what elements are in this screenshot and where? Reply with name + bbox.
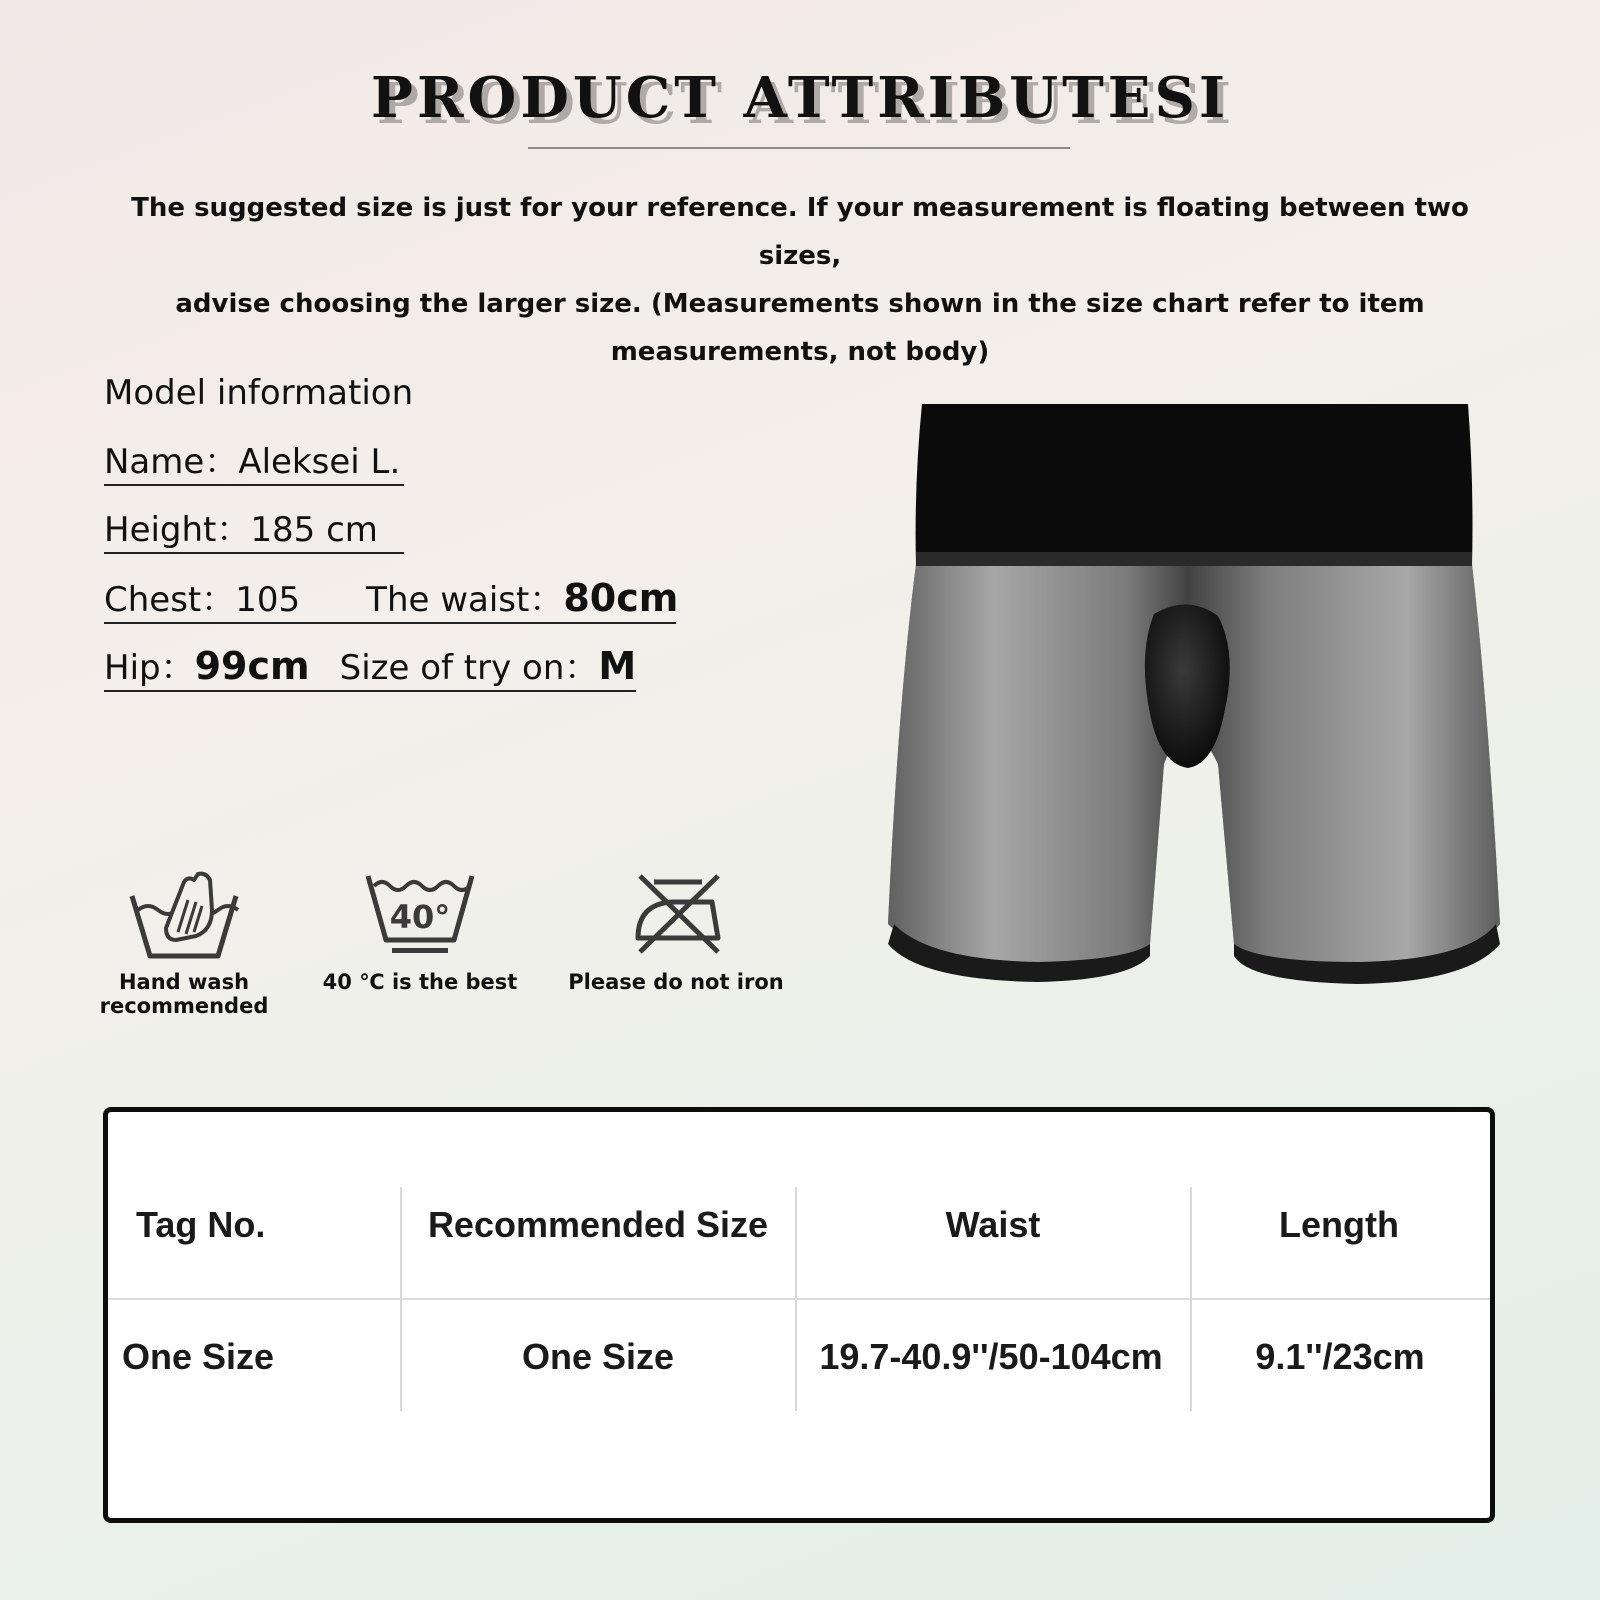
model-height-line bbox=[104, 508, 404, 554]
care-hand-wash bbox=[96, 870, 272, 1018]
model-hip-label: Hip： bbox=[104, 648, 195, 688]
hand-wash-label-line-1: Hand wash bbox=[118, 970, 250, 994]
wash-40-degrees-icon bbox=[362, 870, 478, 960]
model-chest-value: 105 bbox=[235, 580, 301, 620]
row-length: 9.1''/23cm bbox=[1255, 1336, 1425, 1377]
model-name-label: Name： bbox=[104, 442, 239, 482]
header-recommended-size: Recommended Size bbox=[427, 1204, 769, 1245]
care-temperature bbox=[320, 870, 520, 994]
model-height-value: 185 cm bbox=[250, 510, 378, 550]
row-waist: 19.7-40.9''/50-104cm bbox=[819, 1336, 1163, 1377]
page-title: PRODUCT ATTRIBUTESI bbox=[370, 65, 1230, 131]
model-height-label: Height： bbox=[104, 510, 251, 550]
size-note bbox=[120, 184, 1480, 376]
title-underline bbox=[528, 147, 1070, 149]
size-note-line-2: advise choosing the larger size. (Measurements shown in the size chart refer to item bbox=[175, 289, 1425, 319]
model-name-line bbox=[104, 440, 404, 486]
product-boxer-shorts-image bbox=[888, 404, 1502, 988]
header-waist: Waist bbox=[945, 1204, 1041, 1245]
model-chest-waist-line bbox=[104, 576, 679, 624]
size-chart-table bbox=[103, 1107, 1495, 1523]
row-tag-no: One Size bbox=[122, 1336, 275, 1377]
hand-wash-icon bbox=[126, 870, 242, 960]
title-area bbox=[0, 64, 1600, 132]
model-info-heading: Model information bbox=[104, 373, 414, 413]
hand-wash-label-line-2: recommended bbox=[99, 994, 269, 1018]
header-length: Length bbox=[1279, 1204, 1399, 1245]
do-not-iron-icon bbox=[618, 870, 734, 960]
temperature-label: 40 ℃ is the best bbox=[322, 970, 518, 994]
care-no-iron bbox=[564, 870, 788, 994]
size-note-line-1: The suggested size is just for your reference. If your measurement is floating between two sizes, bbox=[131, 193, 1469, 271]
model-name-value: Aleksei L. bbox=[238, 442, 401, 482]
wash-temperature-text: 40° bbox=[389, 898, 451, 936]
model-waist-value: 80cm bbox=[563, 576, 679, 620]
size-note-line-3: measurements, not body) bbox=[610, 337, 990, 367]
model-tryon-value: M bbox=[598, 644, 637, 688]
model-tryon-label: Size of try on： bbox=[339, 648, 599, 688]
model-hip-value: 99cm bbox=[194, 644, 310, 688]
model-chest-label: Chest： bbox=[104, 580, 236, 620]
header-tag-no: Tag No. bbox=[136, 1204, 266, 1245]
model-hip-tryon-line bbox=[104, 644, 636, 692]
row-divider bbox=[108, 1298, 1490, 1300]
no-iron-label: Please do not iron bbox=[568, 970, 784, 994]
row-recommended-size: One Size bbox=[521, 1336, 675, 1377]
model-waist-label: The waist： bbox=[366, 580, 564, 620]
